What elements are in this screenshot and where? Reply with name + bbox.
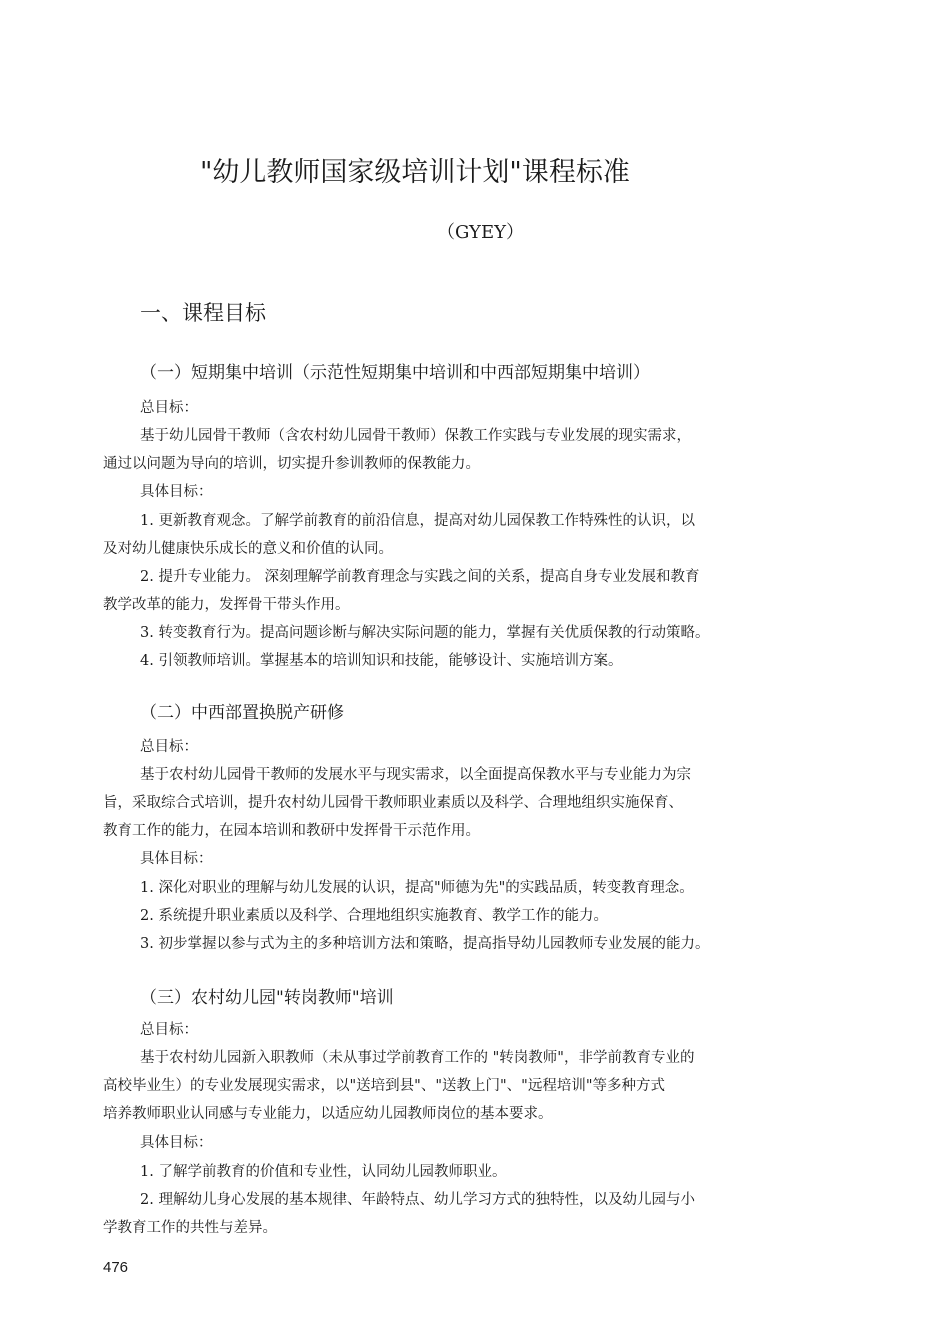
subsection-heading-short-term: （一）短期集中培训（示范性短期集中培训和中西部短期集中培训）	[140, 363, 650, 383]
subsection-heading-replacement-training: （二）中西部置换脱产研修	[140, 703, 344, 723]
list-item: 4. 引领教师培训。掌握基本的培训知识和技能，能够设计、实施培训方案。	[140, 653, 623, 669]
list-item: 2. 理解幼儿身心发展的基本规律、年龄特点、幼儿学习方式的独特性，以及幼儿园与小	[140, 1192, 695, 1208]
paragraph-line: 基于幼儿园骨干教师（含农村幼儿园骨干教师）保教工作实践与专业发展的现实需求，	[140, 428, 691, 444]
paragraph-line: 基于农村幼儿园骨干教师的发展水平与现实需求，以全面提高保教水平与专业能力为宗	[140, 767, 691, 783]
paragraph-line: 教育工作的能力，在园本培训和教研中发挥骨干示范作用。	[103, 823, 480, 839]
overall-goal-label: 总目标：	[140, 400, 198, 416]
section-heading-course-goals: 一、课程目标	[140, 301, 266, 325]
paragraph-line: 培养教师职业认同感与专业能力，以适应幼儿园教师岗位的基本要求。	[103, 1106, 553, 1122]
paragraph-line: 基于农村幼儿园新入职教师（未从事过学前教育工作的 "转岗教师"，非学前教育专业的	[140, 1050, 695, 1066]
document-code: （GYEY）	[437, 222, 524, 243]
paragraph-line: 旨，采取综合式培训，提升农村幼儿园骨干教师职业素质以及科学、合理地组织实施保育、	[103, 795, 683, 811]
overall-goal-label: 总目标：	[140, 739, 198, 755]
list-item: 3. 转变教育行为。提高问题诊断与解决实际问题的能力，掌握有关优质保教的行动策略。	[140, 625, 710, 641]
overall-goal-label: 总目标：	[140, 1022, 198, 1038]
list-item-continuation: 教学改革的能力，发挥骨干带头作用。	[103, 597, 350, 613]
specific-goal-label: 具体目标：	[140, 851, 213, 867]
list-item-continuation: 及对幼儿健康快乐成长的意义和价值的认同。	[103, 541, 393, 557]
specific-goal-label: 具体目标：	[140, 484, 213, 500]
list-item: 2. 提升专业能力。 深刻理解学前教育理念与实践之间的关系，提高自身专业发展和教育	[140, 569, 700, 585]
list-item: 1. 更新教育观念。了解学前教育的前沿信息，提高对幼儿园保教工作特殊性的认识，以	[140, 513, 695, 529]
paragraph-line: 高校毕业生）的专业发展现实需求，以"送培到县"、"送教上门"、"远程培训"等多种方式	[103, 1078, 666, 1094]
list-item: 1. 深化对职业的理解与幼儿发展的认识，提高"师德为先"的实践品质，转变教育理念。	[140, 880, 694, 896]
specific-goal-label: 具体目标：	[140, 1135, 213, 1151]
list-item-continuation: 学教育工作的共性与差异。	[103, 1220, 277, 1236]
list-item: 3. 初步掌握以参与式为主的多种培训方法和策略，提高指导幼儿园教师专业发展的能力。	[140, 936, 710, 952]
page-number: 476	[103, 1259, 129, 1276]
list-item: 1. 了解学前教育的价值和专业性，认同幼儿园教师职业。	[140, 1164, 507, 1180]
document-title: "幼儿教师国家级培训计划"课程标准	[200, 157, 630, 188]
subsection-heading-transfer-teachers: （三）农村幼儿园"转岗教师"培训	[140, 988, 394, 1008]
paragraph-line: 通过以问题为导向的培训，切实提升参训教师的保教能力。	[103, 456, 480, 472]
list-item: 2. 系统提升职业素质以及科学、合理地组织实施教育、教学工作的能力。	[140, 908, 608, 924]
